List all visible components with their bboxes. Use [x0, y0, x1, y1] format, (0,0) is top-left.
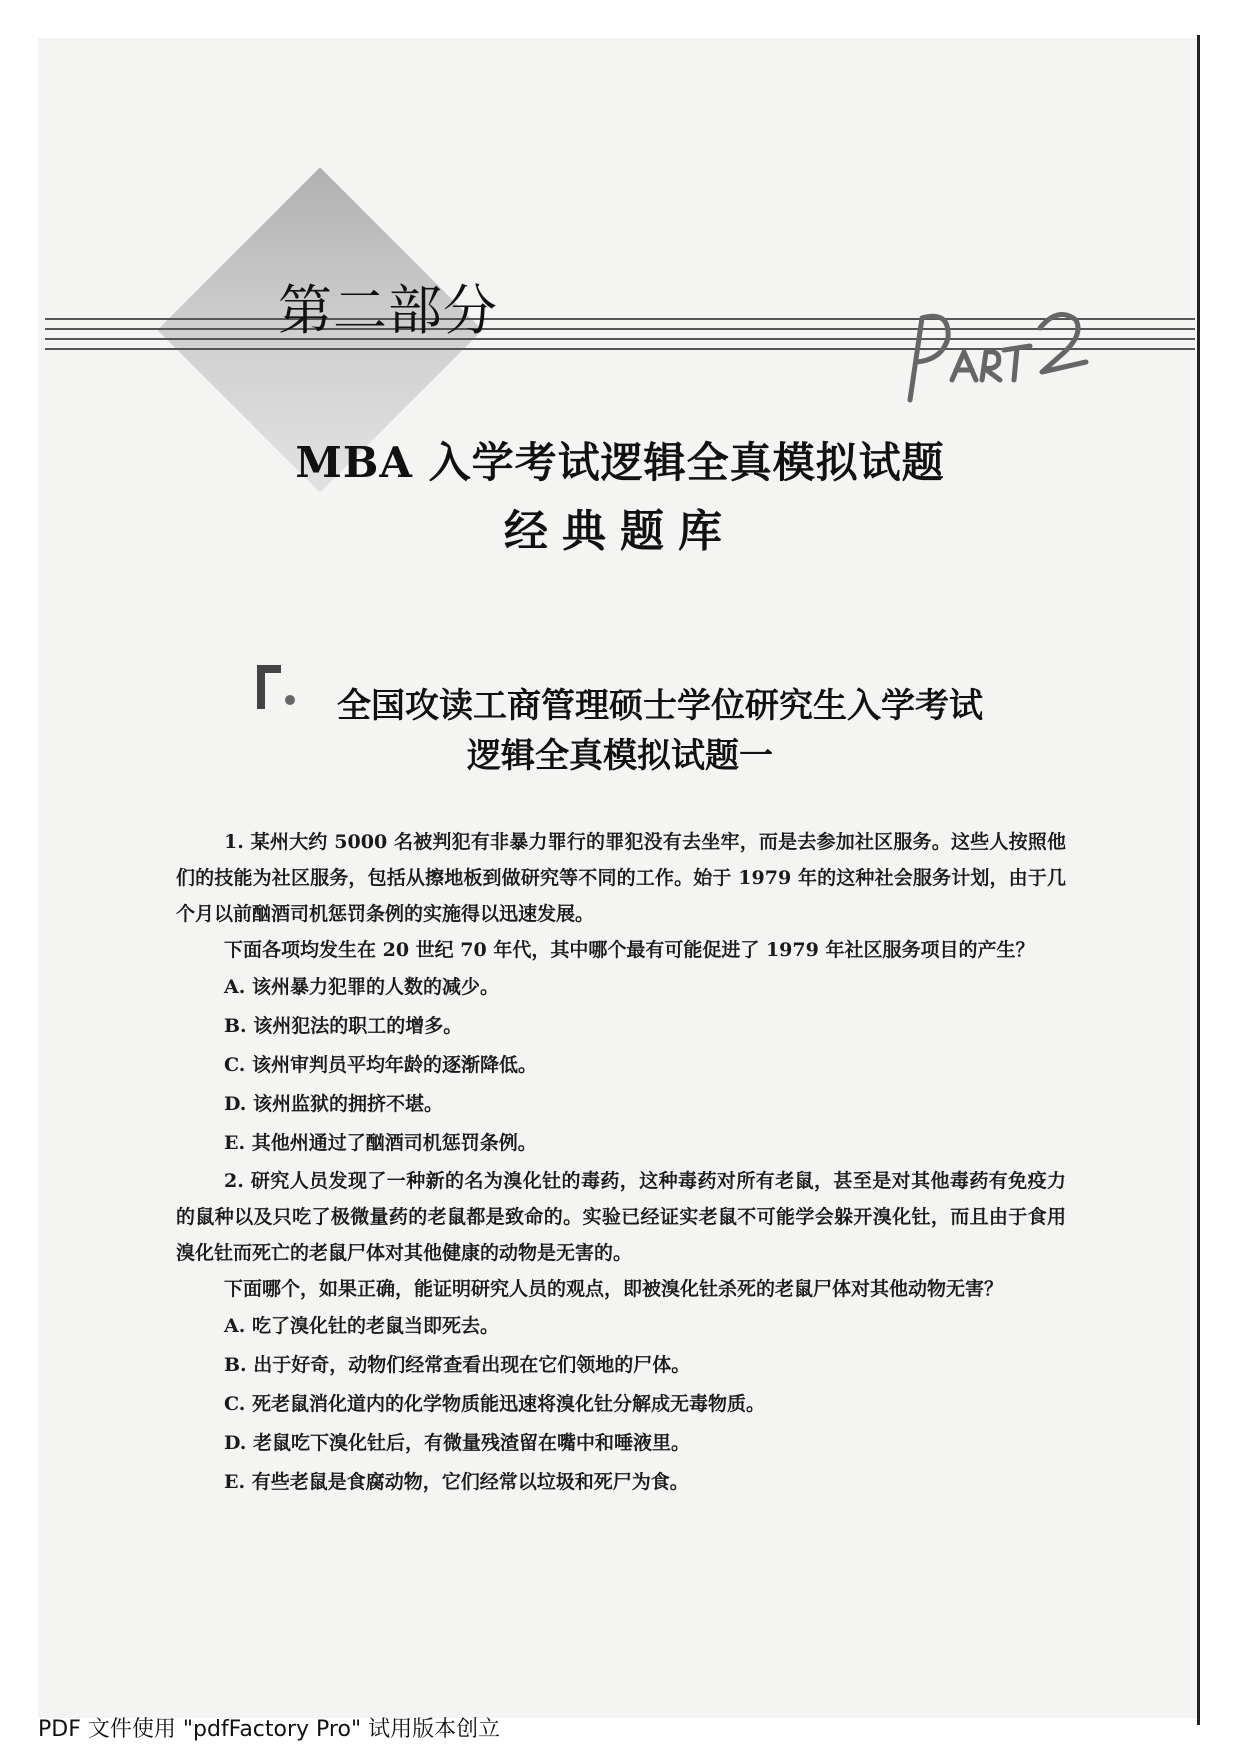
footer-text-2: 试用版本创立 [368, 1717, 501, 1742]
option-a: A. 吃了溴化钍的老鼠当即死去。 [224, 1315, 499, 1337]
option-e: E. 其他州通过了酗酒司机惩罚条例。 [224, 1132, 537, 1154]
question-stem: 2. 研究人员发现了一种新的名为溴化钍的毒药，这种毒药对所有老鼠，甚至是对其他毒药有免疫力的鼠种以及只吃了极微量药的老鼠都是致命的。实验已经证实老鼠不可能学会躲开溴化钍，而且由于食用溴化钍而死亡的老鼠尸体对其他健康的动物是无害的。 [176, 1170, 1066, 1264]
page-edge-rule [1197, 35, 1200, 1725]
part-2-handwritten-logo [890, 300, 1090, 410]
option-c: C. 该州审判员平均年龄的逐渐降低。 [224, 1054, 538, 1076]
option-d: D. 老鼠吃下溴化钍后，有微量残渣留在嘴中和唾液里。 [224, 1432, 691, 1454]
option-c: C. 死老鼠消化道内的化学物质能迅速将溴化钍分解成无毒物质。 [224, 1393, 766, 1415]
main-title-line1: MBA 入学考试逻辑全真模拟试题 [295, 438, 945, 487]
main-title-line2: 经典题库 [504, 506, 736, 557]
question-stem: 1. 某州大约 5000 名被判犯有非暴力罪行的罪犯没有去坐牢，而是去参加社区服务。这些人按照他们的技能为社区服务，包括从擦地板到做研究等不同的工作。始于 1979 年的这种社会服务计划，由于几个月以前酗酒司机惩罚条例的实施得以迅速发展。 [176, 831, 1066, 925]
questions-body [176, 824, 1066, 1502]
footer-prefix: PDF [38, 1717, 81, 1742]
question-1 [176, 824, 1066, 1163]
section-title-line2: 逻辑全真模拟试题一 [467, 736, 773, 776]
question-2 [176, 1163, 1066, 1502]
part-label: 第二部分 [278, 279, 498, 342]
option-a: A. 该州暴力犯罪的人数的减少。 [224, 976, 499, 998]
footer-product: "pdfFactory Pro" [182, 1717, 362, 1742]
section-title-line1: 全国攻读工商管理硕士学位研究生入学考试 [337, 686, 983, 726]
option-b: B. 该州犯法的职工的增多。 [224, 1015, 463, 1037]
pdf-watermark-footer [38, 1712, 500, 1743]
question-prompt: 下面哪个，如果正确，能证明研究人员的观点，即被溴化钍杀死的老鼠尸体对其他动物无害？ [224, 1278, 1004, 1300]
footer-text-1: 文件使用 [87, 1717, 176, 1742]
option-e: E. 有些老鼠是食腐动物，它们经常以垃圾和死尸为食。 [224, 1471, 689, 1493]
option-d: D. 该州监狱的拥挤不堪。 [224, 1093, 444, 1115]
option-b: B. 出于好奇，动物们经常查看出现在它们领地的尸体。 [224, 1354, 691, 1376]
question-prompt: 下面各项均发生在 20 世纪 70 年代，其中哪个最有可能促进了 1979 年社区服务项目的产生？ [224, 939, 1035, 961]
